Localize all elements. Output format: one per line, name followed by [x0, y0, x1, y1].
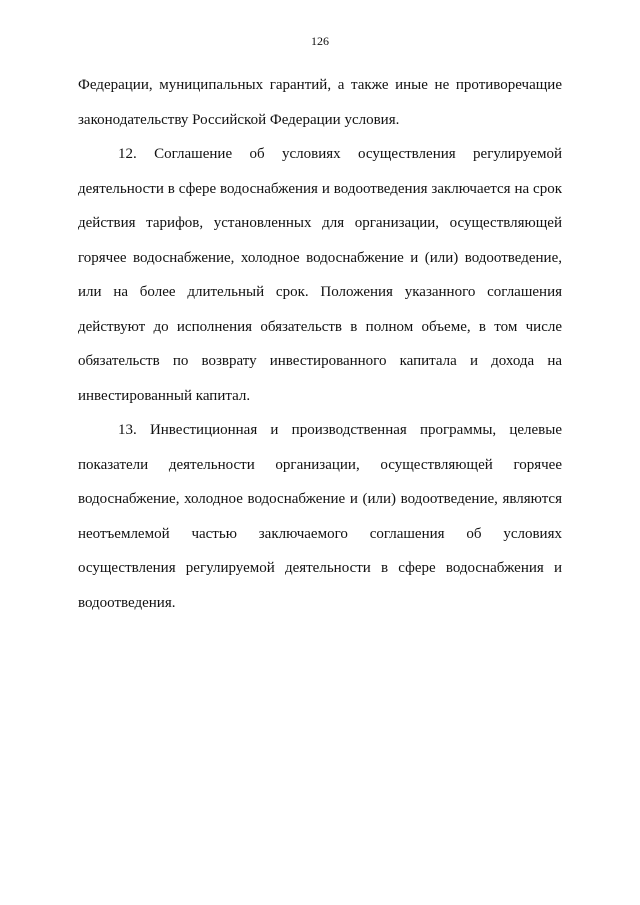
text-line: действия тарифов, установленных для организации, осуществляющей	[78, 215, 562, 231]
text-line: 13. Инвестиционная и производственная программы, целевые	[118, 422, 562, 438]
text-line: показатели деятельности организации, осуществляющей горячее	[78, 456, 562, 473]
document-body	[78, 68, 562, 620]
page-number: 126	[311, 34, 329, 48]
text-line: неотъемлемой частью заключаемого соглашения об условиях	[78, 525, 562, 542]
text-line: 12. Соглашение об условиях осуществления регулируемой	[118, 146, 562, 162]
text-line: водоснабжение, холодное водоснабжение и (или) водоотведение, являются	[78, 491, 562, 507]
text-line: действуют до исполнения обязательств в полном объеме, в том числе	[78, 318, 562, 335]
text-line: инвестированный капитал.	[78, 387, 251, 404]
text-line: законодательству Российской Федерации условия.	[78, 111, 400, 128]
text-line: Федерации, муниципальных гарантий, а также иные не противоречащие	[78, 77, 562, 93]
text-line: осуществления регулируемой деятельности в сфере водоснабжения и	[78, 560, 562, 576]
text-line: деятельности в сфере водоснабжения и водоотведения заключается на срок	[78, 180, 562, 197]
text-line: водоотведения.	[78, 594, 176, 611]
text-line: обязательств по возврату инвестированного капитала и дохода на	[78, 353, 562, 369]
text-line: горячее водоснабжение, холодное водоснабжение и (или) водоотведение,	[78, 249, 562, 266]
text-line: или на более длительный срок. Положения указанного соглашения	[78, 284, 562, 300]
